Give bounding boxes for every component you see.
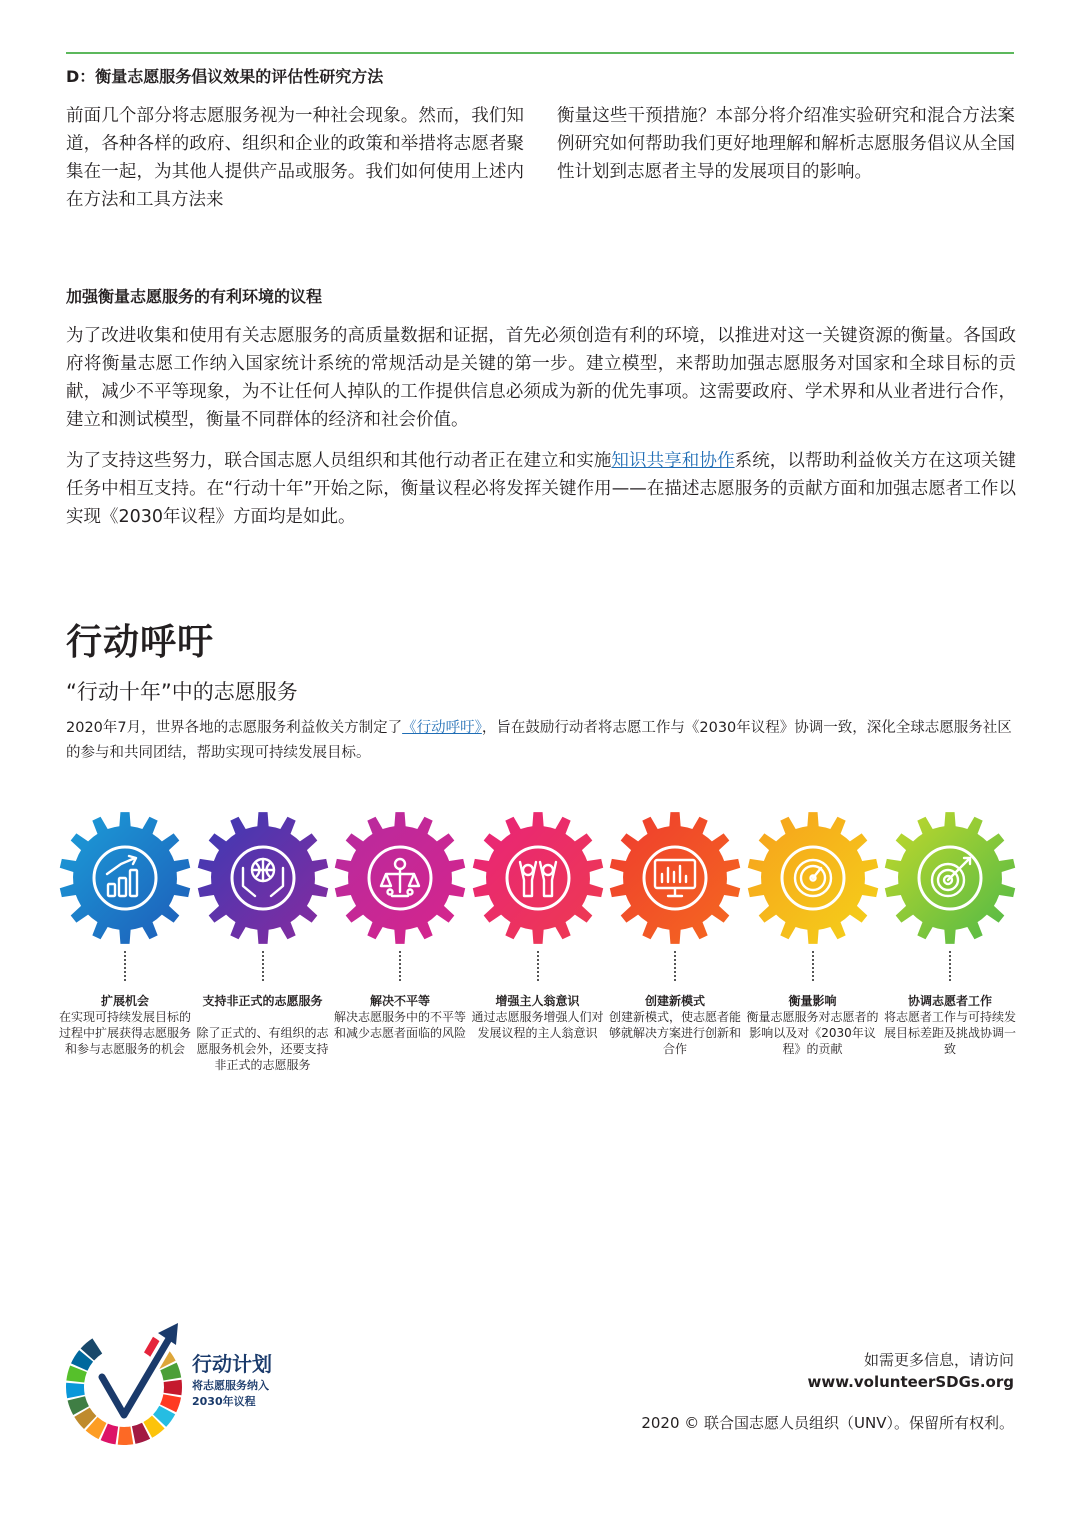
gear-description: 衡量志愿服务对志愿者的影响以及对《2030年议程》的贡献 xyxy=(746,1010,879,1056)
brand-title: 行动计划 xyxy=(192,1352,272,1376)
call-to-action-link[interactable]: 《行动呼吁》 xyxy=(402,720,482,736)
action-plan-logo xyxy=(62,1315,192,1445)
gear-title: 创建新模式 xyxy=(644,994,705,1008)
more-info-label: 如需更多信息，请访问 xyxy=(863,1351,1014,1369)
gear-item xyxy=(193,808,333,1072)
gear-description: 创建新模式，使志愿者能够就解决方案进行创新和合作 xyxy=(608,1010,741,1056)
dotted-connector xyxy=(674,951,676,981)
intro-text-after: ，旨在鼓励行动者将志愿工作与《2030年议程》协调一致，深化全球志愿服务社区的参与和共同团结，帮助实现可持续发展目标。 xyxy=(66,720,1012,761)
gear-item xyxy=(330,808,470,1040)
gear-description: 除了正式的、有组织的志愿服务机会外，还要支持非正式的志愿服务 xyxy=(196,1026,329,1072)
logo-ring-segment xyxy=(118,1426,134,1445)
brand-subtitle-line2: 2030年议程 xyxy=(192,1395,256,1408)
section-d-heading: D：衡量志愿服务倡议效果的评估性研究方法 xyxy=(66,67,384,86)
website-url[interactable]: www.volunteerSDGs.org xyxy=(807,1373,1014,1391)
gear-item xyxy=(743,808,883,1056)
gear-description: 在实现可持续发展目标的过程中扩展获得志愿服务和参与志愿服务的机会 xyxy=(58,1010,191,1056)
agenda-p2-text-after: 系统，以帮助利益攸关方在这项关键任务中相互支持。在“行动十年”开始之际，衡量议程必将发挥关键作用——在描述志愿服务的贡献方面和加强志愿者工作以实现《2030年议程》方面均是如此。 xyxy=(66,451,1017,527)
gear-description: 将志愿者工作与可持续发展目标差距及挑战协调一致 xyxy=(883,1010,1016,1056)
gear-title: 增强主人翁意识 xyxy=(495,994,580,1008)
gear-graphic xyxy=(55,808,195,948)
more-info-block xyxy=(808,1349,1014,1393)
gear-graphic xyxy=(743,808,883,948)
gear-graphic xyxy=(330,808,470,948)
gear-graphic xyxy=(880,808,1020,948)
gear-title: 衡量影响 xyxy=(788,994,837,1008)
call-to-action-intro xyxy=(66,716,1016,766)
gear-item xyxy=(468,808,608,1040)
agenda-paragraph-2 xyxy=(66,447,1016,531)
agenda-p2-text-before: 为了支持这些努力，联合国志愿人员组织和其他行动者正在建立和实施 xyxy=(66,451,612,471)
gear-description: 通过志愿服务增强人们对发展议程的主人翁意识 xyxy=(471,1010,604,1040)
gear-title: 协调志愿者工作 xyxy=(907,994,992,1008)
dotted-connector xyxy=(262,951,264,981)
brand-subtitle-line1: 将志愿服务纳入 xyxy=(192,1379,269,1392)
gear-item xyxy=(55,808,195,1056)
agenda-paragraph-1: 为了改进收集和使用有关志愿服务的高质量数据和证据，首先必须创造有利的环境，以推进对这一关键资源的衡量。各国政府将衡量志愿工作纳入国家统计系统的常规活动是关键的第一步。建立模型，来帮助加强志愿服务对国家和全球目标的贡献，减少不平等现象，为不让任何人掉队的工作提供信息必须成为新的优先事项。这需要政府、学术界和从业者进行合作，建立和测试模型，衡量不同群体的经济和社会价值。 xyxy=(66,326,1016,430)
dotted-connector xyxy=(812,951,814,981)
gear-graphic xyxy=(193,808,333,948)
dotted-connector xyxy=(537,951,539,981)
top-divider xyxy=(66,52,1014,54)
gear-item xyxy=(605,808,745,1056)
copyright-notice: 2020 © 联合国志愿人员组织（UNV）。保留所有权利。 xyxy=(641,1414,1014,1432)
agenda-heading: 加强衡量志愿服务的有利环境的议程 xyxy=(66,287,323,306)
gear-title: 支持非正式的志愿服务 xyxy=(202,994,323,1008)
gears-row xyxy=(55,808,1025,1108)
gear-item xyxy=(880,808,1020,1056)
section-d-left-column: 前面几个部分将志愿服务视为一种社会现象。然而，我们知道，各种各样的政府、组织和企业的政策和举措将志愿者聚集在一起，为其他人提供产品或服务。我们如何使用上述内在方法和工具方法来 xyxy=(66,106,524,210)
logo-ring-segment xyxy=(164,1380,182,1396)
gear-shape xyxy=(472,812,602,944)
gear-description: 解决志愿服务中的不平等和减少志愿者面临的风险 xyxy=(333,1010,466,1040)
dotted-connector xyxy=(124,951,126,981)
speedometer-icon xyxy=(795,860,831,896)
brand-subtitle xyxy=(192,1378,269,1410)
dotted-connector xyxy=(949,951,951,981)
knowledge-sharing-link[interactable]: 知识共享和协作 xyxy=(611,451,735,471)
gear-title: 扩展机会 xyxy=(100,994,149,1008)
gear-graphic xyxy=(605,808,745,948)
dotted-connector xyxy=(399,951,401,981)
call-to-action-subheading: “行动十年”中的志愿服务 xyxy=(66,680,298,704)
gear-graphic xyxy=(468,808,608,948)
gear-title: 解决不平等 xyxy=(369,994,430,1008)
section-d-right-column: 衡量这些干预措施？本部分将介绍准实验研究和混合方法案例研究如何帮助我们更好地理解和解析志愿服务倡议从全国性计划到志愿者主导的发展项目的影响。 xyxy=(557,106,1015,182)
call-to-action-heading: 行动呼吁 xyxy=(66,622,215,663)
intro-text-before: 2020年7月，世界各地的志愿服务利益攸关方制定了 xyxy=(66,720,403,736)
logo-ring-segment xyxy=(66,1383,85,1399)
